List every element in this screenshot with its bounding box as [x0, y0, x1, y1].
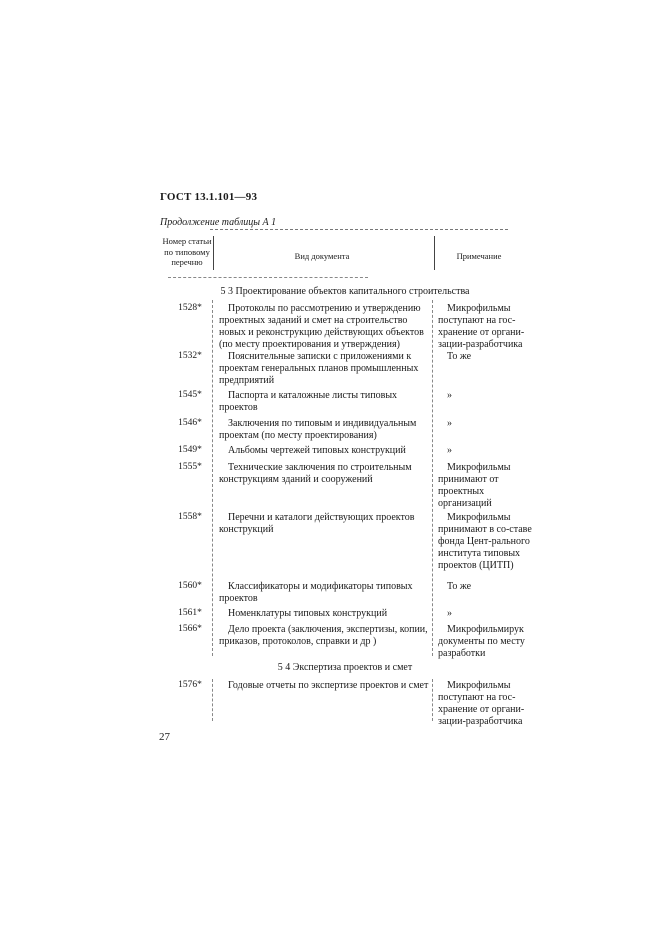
- row-number: 1532*: [178, 351, 202, 361]
- row-note: »: [447, 608, 452, 619]
- table-row: [160, 462, 535, 509]
- top-rule: [210, 229, 508, 230]
- row-document: Альбомы чертежей типовых конструкций: [228, 445, 406, 456]
- column-divider: [212, 679, 213, 721]
- document-code: ГОСТ 13.1.101—93: [160, 191, 258, 203]
- header-number: Номер статьи по типовому перечню: [162, 236, 212, 267]
- row-number: 1560*: [178, 581, 202, 591]
- row-note: Микрофильмы поступают на гос-хранение от органи-зации-разработчика: [438, 303, 525, 350]
- table-row: [160, 390, 535, 413]
- row-document: Номенклатуры типовых конструкций: [228, 608, 388, 619]
- row-number: 1555*: [178, 462, 202, 472]
- table-row: [160, 418, 535, 441]
- table-row: [160, 581, 535, 604]
- column-divider: [212, 300, 213, 656]
- row-note: Микрофильмы принимают от проектных организаций: [438, 462, 511, 509]
- row-note: То же: [447, 351, 472, 362]
- row-number: 1561*: [178, 608, 202, 618]
- row-note: То же: [447, 581, 472, 592]
- row-note: »: [447, 390, 452, 401]
- row-note: Микрофильмы поступают на гос-хранение от органи-зации-разработчика: [438, 680, 525, 727]
- row-note: Микрофильмирук документы по месту разработки: [438, 624, 525, 659]
- table-row: [160, 608, 535, 619]
- row-note: Микрофильмы принимают в со-ставе фонда Цент-рального института типовых проектов (ЦИТП): [438, 512, 532, 571]
- table-row: [160, 303, 535, 350]
- row-number: 1576*: [178, 680, 202, 690]
- table-row: [160, 512, 535, 571]
- row-number: 1545*: [178, 390, 202, 400]
- section-title: 5 4 Экспертиза проектов и смет: [277, 662, 413, 673]
- table-row: [160, 351, 535, 386]
- table-row: [160, 445, 535, 456]
- header-document-type: Вид документа: [294, 251, 350, 261]
- row-note: »: [447, 445, 452, 456]
- row-number: 1549*: [178, 445, 202, 455]
- header-note: Примечание: [456, 251, 502, 261]
- row-document: Классификаторы и модификаторы типовых проектов: [219, 581, 413, 604]
- section-title: 5 3 Проектирование объектов капитального строительства: [220, 286, 470, 297]
- row-number: 1558*: [178, 512, 202, 522]
- row-document: Заключения по типовым и индивидуальным проектам (по месту проектирования): [219, 418, 417, 441]
- column-divider: [434, 236, 435, 270]
- page-number: 27: [159, 731, 170, 743]
- row-note: »: [447, 418, 452, 429]
- table-row: [160, 680, 535, 727]
- table-continuation-caption: Продолжение таблицы А 1: [160, 217, 277, 228]
- row-number: 1546*: [178, 418, 202, 428]
- row-document: Пояснительные записки с приложениями к проектам генеральных планов промышленных предприятий: [219, 351, 419, 386]
- row-document: Дело проекта (заключения, экспертизы, копии, приказов, протоколов, справки и др ): [219, 624, 428, 647]
- row-document: Паспорта и каталожные листы типовых проектов: [219, 390, 398, 413]
- row-number: 1566*: [178, 624, 202, 634]
- row-document: Технические заключения по строительным конструкциям зданий и сооружений: [219, 462, 412, 485]
- header-rule: [168, 277, 368, 278]
- row-document: Протоколы по рассмотрению и утверждению проектных заданий и смет на строительство новых и реконструкцию действующих объектов (по месту проектирования и утверждения): [219, 303, 424, 350]
- table-row: [160, 624, 535, 659]
- row-document: Перечни и каталоги действующих проектов конструкций: [219, 512, 415, 535]
- row-number: 1528*: [178, 303, 202, 313]
- row-document: Годовые отчеты по экспертизе проектов и смет: [228, 680, 429, 691]
